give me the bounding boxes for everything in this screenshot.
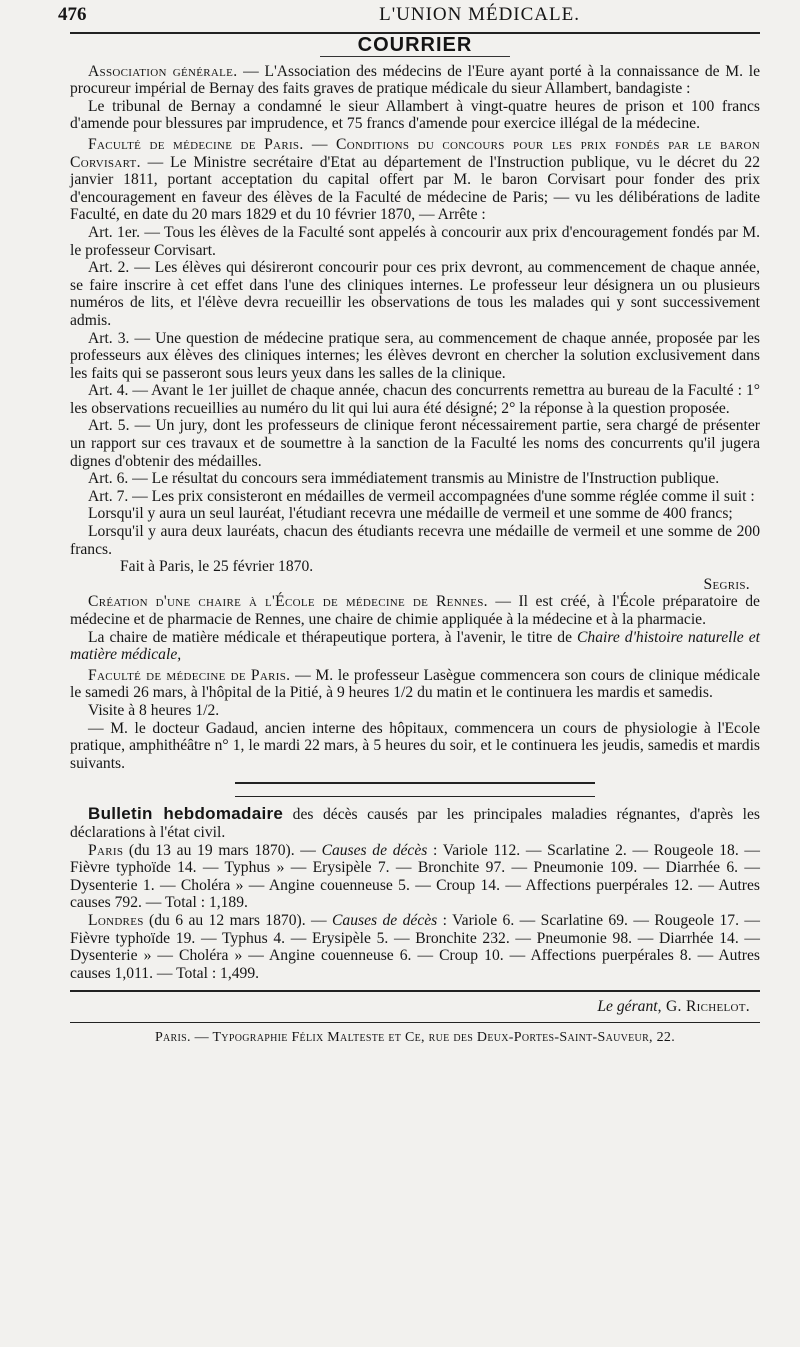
- bulletin-paris: [70, 842, 760, 912]
- printer-imprint: Paris. — Typographie Félix Malteste et Ce, rue des Deux-Portes-Saint-Sauveur, 22.: [154, 1029, 676, 1045]
- article-3: Art. 3. — Une question de médecine pratique sera, au commencement de chaque année, proposée par les professeurs aux élèves des cliniques internes; les élèves devront en chercher la solution exclusivement dans les faits qui se passeront sous leurs yeux dans les salles de la clinique.: [70, 329, 760, 382]
- bulletin-intro: [70, 805, 760, 841]
- section-separator-thin: [235, 796, 595, 797]
- article-4: Art. 4. — Avant le 1er juillet de chaque année, chacun des concurrents remettra au bureau de la Faculté : 1° les observations recueillies au numéro du lit qui lui aura été désigné; 2° la réponse à la question proposée.: [70, 382, 760, 417]
- paragraph-matiere-medicale: [70, 629, 760, 664]
- signature: Segris.: [703, 575, 750, 593]
- paragraph-text: — L'Association des médecins de l'Eure ayant porté à la connaissance de M. le procureur impérial de Bernay des faits graves de pratique médicale du sieur Allambert, bandagiste :: [70, 62, 761, 98]
- signed-date: Fait à Paris, le 25 février 1870.: [120, 558, 314, 576]
- paragraph-lasegue: [70, 667, 760, 702]
- causes-label: Causes de décès: [321, 841, 428, 859]
- paragraph-text: — M. le professeur Lasègue commencera son cours de clinique médicale le samedi 26 mars, à l'hôpital de la Pitié, à 9 heures 1/2 du matin et le continuera les mardis et samedis.: [70, 666, 760, 702]
- paragraph-tribunal: Le tribunal de Bernay a condamné le sieur Allambert à vingt-quatre heures de prison et 100 francs d'amende pour blessures par imprudence, et 75 francs d'amende pour exercice illégal de la médecine.: [70, 97, 760, 133]
- causes-list: : Variole 112. — Scarlatine 2. — Rougeole 18. — Fièvre typhoïde 14. — Typhus » — Erysipèle 7. — Bronchite 97. — Pneumonie 109. — Diarrhée 6. — Dysenterie 1. — Choléra » — Angine couenneuse 5. — Croup 14. — Affections puerpérales 12. — Autres causes 792. — Total : 1,189.: [70, 841, 760, 912]
- causes-list: : Variole 6. — Scarlatine 69. — Rougeole 17. — Fièvre typhoïde 19. — Typhus 4. — Erysipèle 5. — Bronchite 232. — Pneumonie 98. — Diarrhée 14. — Dysenterie » — Choléra » — Angine couenneuse 6. — Croup 10. — Affections puerpérales 8. — Autres causes 1,011. — Total : 1,499.: [70, 911, 761, 982]
- paragraph-lead: Faculté de médecine de Paris. — Conditions du concours pour les prix fondés par le baron Corvisart.: [70, 135, 760, 171]
- footer-rule: [70, 990, 760, 992]
- city-name: Paris: [88, 841, 124, 859]
- paragraph-faculte-corvisart: [70, 136, 760, 224]
- causes-label: Causes de décès: [332, 911, 438, 929]
- gerant-line: [70, 998, 760, 1016]
- paragraph-text: La chaire de matière médicale et thérapeutique portera, à l'avenir, le titre de: [88, 628, 578, 646]
- section-separator: [235, 782, 595, 784]
- paragraph-text: — Il est créé, à l'École préparatoire de médecine et de pharmacie de Rennes, une chaire de chimie appliquée à la médecine et à la pharmacie.: [70, 593, 760, 628]
- bulletin-intro-text: des décès causés par les principales maladies régnantes, d'après les déclarations à l'état civil.: [70, 806, 760, 841]
- running-head: [58, 6, 760, 32]
- paragraph-text: — Le Ministre secrétaire d'Etat au département de l'Instruction publique, vu le décret du 22 janvier 1811, portant acceptation du capital offert par M. le baron Corvisart pour fonder des prix d'encouragement en faveur des élèves de la Faculté de médecine de Paris; — vu les délibérations de ladite Faculté, en date du 20 mars 1829 et du 10 février 1870, — Arrête :: [70, 153, 760, 224]
- gerant-name: , G. Richelot.: [657, 998, 750, 1016]
- bulletin-london: [70, 912, 760, 982]
- paragraph-lead: Création d'une chaire à l'École de médecine de Rennes.: [88, 593, 488, 611]
- section-title: COURRIER: [357, 34, 473, 56]
- article-1: Art. 1er. — Tous les élèves de la Faculté sont appelés à concourir aux prix d'encouragement fondés par M. le professeur Corvisart.: [70, 223, 760, 259]
- paragraph-association: [70, 63, 760, 98]
- journal-title: L'UNION MÉDICALE.: [379, 4, 580, 25]
- article-5: Art. 5. — Un jury, dont les professeurs de clinique feront nécessairement partie, sera chargé de présenter un rapport sur ces travaux et de soumettre à la sanction de la Faculté les noms des concurrents qu'il jugera dignes d'obtenir des médailles.: [70, 417, 760, 470]
- paragraph-lead: Faculté de médecine de Paris.: [88, 666, 291, 684]
- paragraph-rennes: [70, 593, 760, 628]
- page-number: 476: [58, 4, 87, 25]
- city-name: Londres: [88, 911, 144, 929]
- chair-title: Chaire d'histoire naturelle et matière médicale,: [70, 628, 760, 664]
- prize-two-laureates: Lorsqu'il y aura deux lauréats, chacun des étudiants recevra une médaille de vermeil et une somme de 200 francs.: [70, 523, 760, 558]
- article-6: Art. 6. — Le résultat du concours sera immédiatement transmis au Ministre de l'Instruction publique.: [88, 470, 720, 488]
- paragraph-lead: Association générale.: [88, 62, 238, 80]
- article-7: Art. 7. — Les prix consisteront en médailles de vermeil accompagnées d'une somme réglée comme il suit :: [88, 487, 755, 505]
- bulletin-title: Bulletin hebdomadaire: [88, 804, 284, 824]
- article-2: Art. 2. — Les élèves qui désireront concourir pour ces prix devront, au commencement de chaque année, se faire inscrire à cet effet dans l'une des cliniques internes. Le professeur leur désignera un ou plusieurs numéros de lits, et l'élève devra recueillir les observations de tous les malades qui y sont successivement admis.: [70, 259, 760, 329]
- date-range: (du 6 au 12 mars 1870). —: [143, 911, 333, 929]
- paragraph-visite: Visite à 8 heures 1/2.: [88, 701, 220, 719]
- prize-one-laureate: Lorsqu'il y aura un seul lauréat, l'étudiant recevra une médaille de vermeil et une somme de 400 francs;: [88, 505, 733, 523]
- gerant-label: Le gérant: [597, 998, 658, 1016]
- paragraph-gadaud: — M. le docteur Gadaud, ancien interne des hôpitaux, commencera un cours de physiologie à l'Ecole pratique, amphithéâtre n° 1, le mardi 22 mars, à 5 heures du soir, et le continuera les jeudis, samedis et mardis suivants.: [70, 719, 760, 772]
- footer-rule-thin: [70, 1022, 760, 1023]
- date-range: (du 13 au 19 mars 1870). —: [123, 841, 322, 859]
